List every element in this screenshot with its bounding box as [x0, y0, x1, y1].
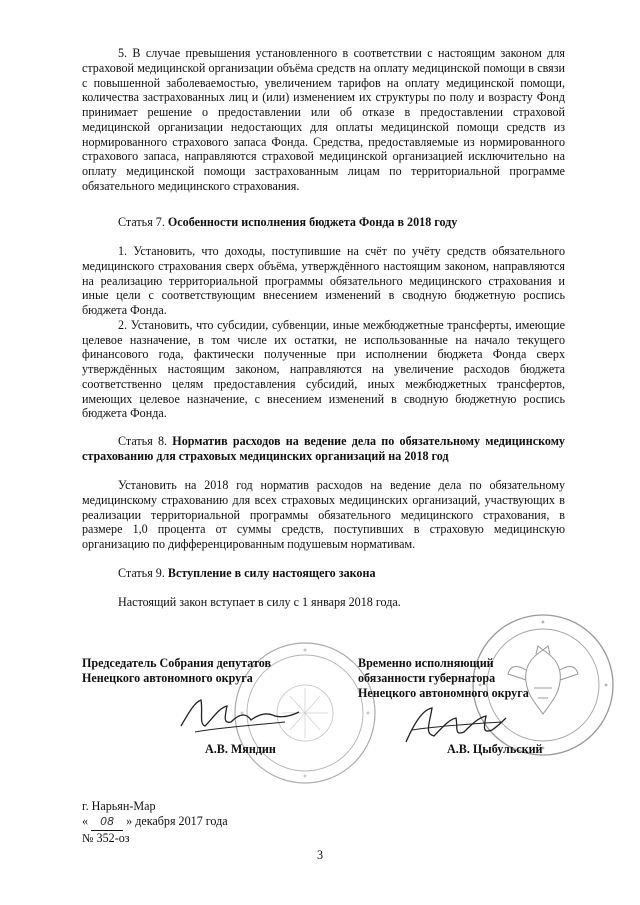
article-9-title: Вступление в силу настоящего закона	[167, 566, 376, 580]
article-9-body	[82, 595, 565, 610]
article-9-heading	[82, 566, 565, 581]
article-7-prefix: Статья 7.	[118, 215, 165, 229]
date-line	[82, 814, 228, 831]
article-7-title: Особенности исполнения бюджета Фонда в 2018 году	[167, 215, 458, 229]
article-8-prefix: Статья 8.	[118, 434, 168, 448]
section-5	[82, 46, 565, 194]
article-8-heading	[82, 434, 565, 464]
law-number: № 352-оз	[82, 830, 130, 845]
right-signatory-name: А.В. Цыбульский	[447, 742, 543, 756]
date-rest: декабря 2017 года	[135, 813, 228, 828]
left-signatory-line-2: Ненецкого автономного округа	[82, 670, 253, 685]
city: г. Нарьян-Мар	[82, 799, 156, 813]
date-day-handwritten: 08	[91, 815, 123, 831]
left-signatory-name: А.В. Мяндин	[205, 742, 276, 756]
paragraph-5: 5. В случае превышения установленного в соответствии с настоящим законом для страховой медицинской организации объёма средств на оплату медицинской помощи в связи с повышенной заболеваемостью, увеличением тарифов на оплату медицинской помощи, количества застрахованных лиц и (или) изменением их структуры по полу и возрасту Фонд принимает решение о предоставлении или об отказе в предоставлении страховой медицинской организации недостающих для оплаты медицинской помощи средств из нормированного страхового запаса Фонда. Средства, предоставляемые из нормированного страхового запаса, направляются страховой медицинской организацией исключительно на оплату медицинской помощи застрахованным лицам по территориальной программе обязательного медицинского страхования.	[82, 46, 565, 193]
article-7-paragraph-2: 2. Установить, что субсидии, субвенции, иные межбюджетные трансферты, имеющие целевое назначение, в том числе их остатки, не использованные на начало текущего финансового года, фактически полученные при исполнении бюджета Фонда сверх утверждённых настоящим законом, направляются на увеличение расходов бюджета соответственно целям предоставления субсидий, иных межбюджетных трансфертов, имеющих целевое назначение, с внесением изменений в сводную бюджетную роспись бюджета Фонда.	[82, 317, 565, 421]
date-quote-open: «	[82, 813, 89, 828]
date-quote-close: »	[126, 813, 133, 828]
right-signatory-line-3: Ненецкого автономного округа	[358, 685, 529, 700]
article-9-prefix: Статья 9.	[118, 566, 165, 580]
article-8-paragraph-1: Установить на 2018 год норматив расходов на ведение дела по обязательному медицинскому страхованию для всех страховых медицинских организаций, участвующих в реализации территориальной программы обязательного медицинского страхования, в размере 1,0 процента от суммы средств, поступивших в страховую медицинскую организацию по дифференцированным подушевым нормативам.	[82, 478, 565, 551]
right-signatory-line-1: Временно исполняющий	[358, 656, 494, 670]
article-8-body	[82, 478, 565, 552]
right-signatory-line-2: обязанности губернатора	[358, 670, 496, 685]
left-handwritten-signature	[175, 692, 305, 742]
page-number: 3	[316, 848, 324, 862]
article-7-heading	[82, 215, 565, 230]
document-footer	[82, 799, 228, 845]
left-signatory-title	[82, 656, 271, 686]
article-8-title: Норматив расходов на ведение дела по обязательному медицинскому страхованию для страховых медицинских организаций на 2018 год	[82, 434, 565, 463]
article-7-body	[82, 244, 565, 421]
left-signatory-line-1: Председатель Собрания депутатов	[82, 656, 272, 670]
right-signatory-title	[358, 656, 529, 700]
article-7-paragraph-1: 1. Установить, что доходы, поступившие на счёт по учёту средств обязательного медицинского страхования сверх объёма, утверждённого настоящим законом, направляются на реализацию территориальной программы обязательного медицинского страхования и иные цели с соответствующим внесением изменений в сводную бюджетную роспись бюджета Фонда.	[82, 244, 565, 317]
article-9-paragraph-1: Настоящий закон вступает в силу с 1 января 2018 года.	[118, 595, 401, 609]
